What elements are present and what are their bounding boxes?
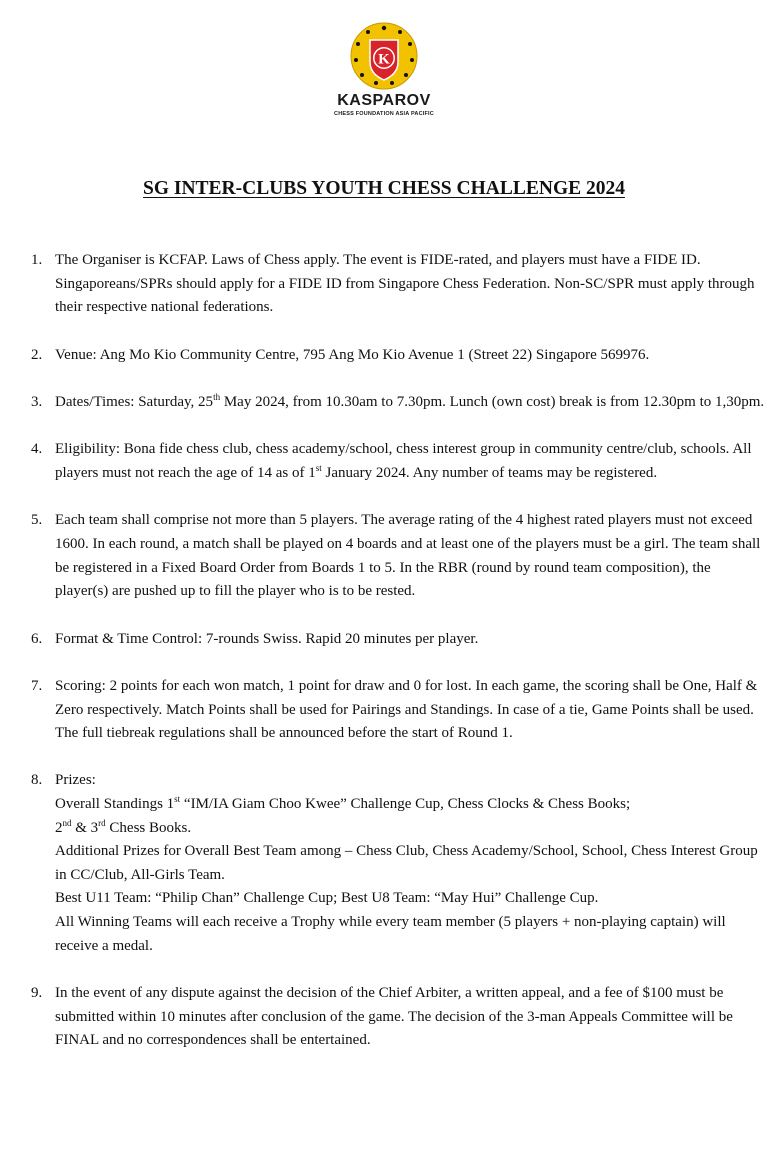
prizes-section [55, 769, 766, 958]
rule-item-4 [31, 438, 766, 485]
kasparov-logo [0, 22, 768, 117]
rule-text: Eligibility: Bona fide chess club, chess academy/school, chess interest group in community centre/club, schools. All players must not reach the age of 14 as of 1st January 2024. Any number of teams may be registered. [55, 441, 752, 481]
rule-item-7 [31, 675, 766, 746]
rule-item-2 [31, 344, 766, 368]
rule-item-3 [31, 391, 766, 415]
rule-item-1 [31, 249, 766, 320]
rule-item-6 [31, 628, 766, 652]
document-title: SG INTER-CLUBS YOUTH CHESS CHALLENGE 2024 [142, 178, 625, 199]
brand-name: KASPAROV [337, 92, 431, 109]
prize-winning-teams: All Winning Teams will each receive a Trophy while every team member (5 players + non-playing captain) will receive a medal. [55, 914, 726, 954]
rule-number: 1. [31, 252, 43, 268]
rule-number: 5. [31, 512, 43, 529]
rules-list [31, 249, 766, 1077]
rule-text: Each team shall comprise not more than 5 players. The average rating of the 4 highest rated players must not exceed 1600. In each round, a match shall be played on 4 boards and at least one of the players must be a girl. The team shall be registered in a Fixed Board Order from Boards 1 to 5. In the RBR (round by round team composition), the player(s) are pushed up to fill the player who is to be rested. [55, 512, 761, 600]
rule-item-5 [31, 509, 766, 603]
rule-item-8 [31, 769, 766, 958]
rule-number: 2. [31, 346, 43, 363]
rule-text: Format & Time Control: 7-rounds Swiss. Rapid 20 minutes per player. [55, 630, 479, 647]
svg-text:K: K [378, 51, 390, 68]
rule-text: The Organiser is KCFAP. Laws of Chess apply. The event is FIDE-rated, and players must have a FIDE ID. Singaporeans/SPRs should apply for a FIDE ID from Singapore Chess Federation. Non-SC/SPR must apply through their respective national federations. [55, 252, 755, 316]
prize-additional: Additional Prizes for Overall Best Team among – Chess Club, Chess Academy/School, School, Chess Interest Group in CC/Club, All-Girls Team. [55, 843, 758, 883]
rule-text: In the event of any dispute against the decision of the Chief Arbiter, a written appeal, and a fee of $100 must be submitted within 10 minutes after conclusion of the game. The decision of the 3-man Appeals Committee will be FINAL and no correspondences shall be entertained. [55, 985, 733, 1049]
prize-runners-up: 2nd & 3rd Chess Books. [55, 817, 192, 836]
rule-number: 3. [31, 393, 43, 410]
rule-number: 7. [31, 677, 43, 694]
rule-number: 6. [31, 630, 43, 647]
rule-text: Scoring: 2 points for each won match, 1 point for draw and 0 for lost. In each game, the scoring shall be One, Half & Zero respectively. Match Points shall be used for Pairings and Standings. In case of a tie, Game Points shall be used. The full tiebreak regulations shall be announced before the start of Round 1. [55, 677, 758, 742]
prize-overall: Overall Standings 1st “IM/IA Giam Choo Kwee” Challenge Cup, Chess Clocks & Chess Books; [55, 794, 631, 813]
rule-text: Venue: Ang Mo Kio Community Centre, 795 Ang Mo Kio Avenue 1 (Street 22) Singapore 569976. [55, 346, 650, 363]
prize-best-teams: Best U11 Team: “Philip Chan” Challenge Cup; Best U8 Team: “May Hui” Challenge Cup. [55, 890, 599, 907]
rule-number: 4. [31, 441, 43, 458]
rule-number: 8. [31, 772, 43, 789]
kasparov-emblem-icon [350, 22, 418, 90]
rule-text: Dates/Times: Saturday, 25th May 2024, from 10.30am to 7.30pm. Lunch (own cost) break is from 12.30pm to 1,30pm. [55, 391, 765, 410]
prizes-heading: Prizes: [55, 772, 96, 789]
brand-subtitle: CHESS FOUNDATION ASIA PACIFIC [334, 111, 434, 117]
rule-item-9 [31, 982, 766, 1053]
rule-number: 9. [31, 985, 43, 1002]
